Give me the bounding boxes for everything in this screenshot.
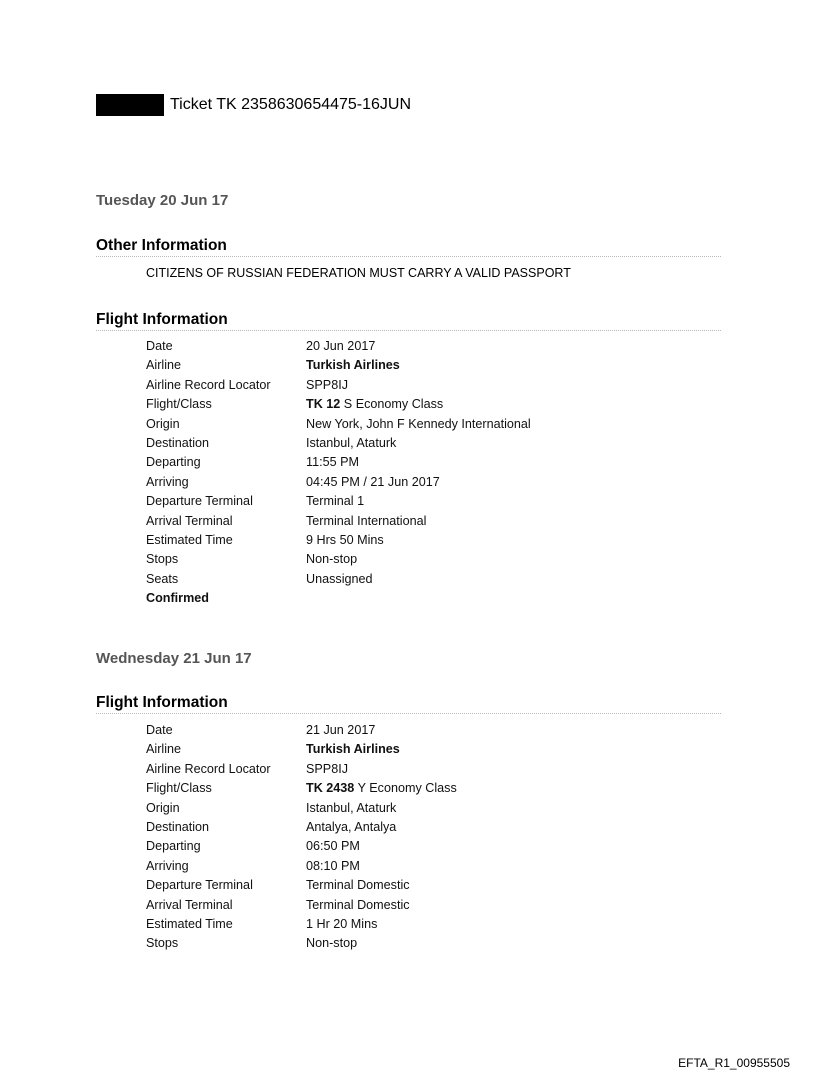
label-stops: Stops <box>146 936 179 951</box>
flight-info-table-2 <box>146 721 457 954</box>
row-stops <box>146 934 457 953</box>
value-arrival-terminal: Terminal International <box>306 513 427 528</box>
value-arriving: 08:10 PM <box>306 858 360 873</box>
row-departure-terminal <box>146 876 457 895</box>
row-flight-class <box>146 395 531 414</box>
label-arrival-terminal: Arrival Terminal <box>146 897 233 912</box>
row-estimated-time <box>146 531 531 550</box>
value-departing: 06:50 PM <box>306 839 360 854</box>
redaction-block <box>96 94 164 116</box>
row-seats <box>146 570 531 589</box>
row-locator <box>146 376 531 395</box>
label-destination: Destination <box>146 819 210 834</box>
status-confirmed: Confirmed <box>146 591 209 606</box>
row-departure-terminal <box>146 492 531 511</box>
label-stops: Stops <box>146 552 179 567</box>
row-departing <box>146 837 457 856</box>
day-heading-1: Tuesday 20 Jun 17 <box>96 192 229 209</box>
row-estimated-time <box>146 915 457 934</box>
value-flight-class <box>306 779 457 798</box>
document-id: EFTA_R1_00955505 <box>678 1056 790 1070</box>
row-arriving <box>146 473 531 492</box>
value-arriving: 04:45 PM / 21 Jun 2017 <box>306 474 440 489</box>
row-stops <box>146 550 531 569</box>
label-airline: Airline <box>146 358 181 373</box>
row-origin <box>146 415 531 434</box>
label-arriving: Arriving <box>146 858 189 873</box>
label-estimated-time: Estimated Time <box>146 916 233 931</box>
value-estimated-time: 1 Hr 20 Mins <box>306 916 378 931</box>
value-flight-class <box>306 395 443 414</box>
ticket-header <box>96 94 411 116</box>
label-origin: Origin <box>146 800 180 815</box>
label-seats: Seats <box>146 571 179 586</box>
row-destination <box>146 434 531 453</box>
label-destination: Destination <box>146 435 210 450</box>
label-departing: Departing <box>146 455 201 470</box>
label-date: Date <box>146 723 173 737</box>
value-date: 20 Jun 2017 <box>306 339 376 353</box>
label-airline: Airline <box>146 742 181 757</box>
label-locator: Airline Record Locator <box>146 761 271 776</box>
row-locator <box>146 760 457 779</box>
value-locator: SPP8IJ <box>306 761 348 776</box>
row-arrival-terminal <box>146 512 531 531</box>
flight-number: TK 12 <box>306 397 341 412</box>
label-departing: Departing <box>146 839 201 854</box>
value-destination: Antalya, Antalya <box>306 819 397 834</box>
row-airline <box>146 740 457 759</box>
value-estimated-time: 9 Hrs 50 Mins <box>306 532 384 547</box>
value-date: 21 Jun 2017 <box>306 723 376 737</box>
row-arrival-terminal <box>146 896 457 915</box>
label-origin: Origin <box>146 416 180 431</box>
value-seats: Unassigned <box>306 571 373 586</box>
label-flight-class: Flight/Class <box>146 781 212 796</box>
value-stops: Non-stop <box>306 936 358 951</box>
value-departing: 11:55 PM <box>306 455 359 470</box>
fare-class: S Economy Class <box>340 397 444 412</box>
value-departure-terminal: Terminal 1 <box>306 494 365 509</box>
row-flight-class <box>146 779 457 798</box>
other-information-heading: Other Information <box>96 237 721 257</box>
row-date <box>146 337 531 356</box>
value-arrival-terminal: Terminal Domestic <box>306 897 410 912</box>
value-locator: SPP8IJ <box>306 377 348 392</box>
row-origin <box>146 799 457 818</box>
row-arriving <box>146 857 457 876</box>
label-arrival-terminal: Arrival Terminal <box>146 513 233 528</box>
label-flight-class: Flight/Class <box>146 397 212 412</box>
fare-class: Y Economy Class <box>354 781 457 796</box>
other-information-text: CITIZENS OF RUSSIAN FEDERATION MUST CARRY A VALID PASSPORT <box>146 266 571 280</box>
value-departure-terminal: Terminal Domestic <box>306 878 410 893</box>
label-estimated-time: Estimated Time <box>146 532 233 547</box>
flight-number: TK 2438 <box>306 781 355 796</box>
value-airline: Turkish Airlines <box>306 358 400 373</box>
row-airline <box>146 356 531 375</box>
value-origin: New York, John F Kennedy International <box>306 416 531 431</box>
day-heading-2: Wednesday 21 Jun 17 <box>96 650 252 667</box>
row-destination <box>146 818 457 837</box>
value-origin: Istanbul, Ataturk <box>306 800 397 815</box>
value-airline: Turkish Airlines <box>306 742 400 757</box>
value-stops: Non-stop <box>306 552 358 567</box>
label-arriving: Arriving <box>146 474 189 489</box>
label-date: Date <box>146 339 173 353</box>
flight-information-heading-1: Flight Information <box>96 311 721 331</box>
row-departing <box>146 453 531 472</box>
flight-information-heading-2: Flight Information <box>96 694 721 714</box>
value-destination: Istanbul, Ataturk <box>306 435 397 450</box>
flight-info-table-1 <box>146 337 531 608</box>
label-departure-terminal: Departure Terminal <box>146 494 253 509</box>
label-locator: Airline Record Locator <box>146 377 271 392</box>
label-departure-terminal: Departure Terminal <box>146 878 253 893</box>
row-status <box>146 589 531 608</box>
ticket-number: Ticket TK 2358630654475-16JUN <box>170 96 412 113</box>
row-date <box>146 721 457 740</box>
